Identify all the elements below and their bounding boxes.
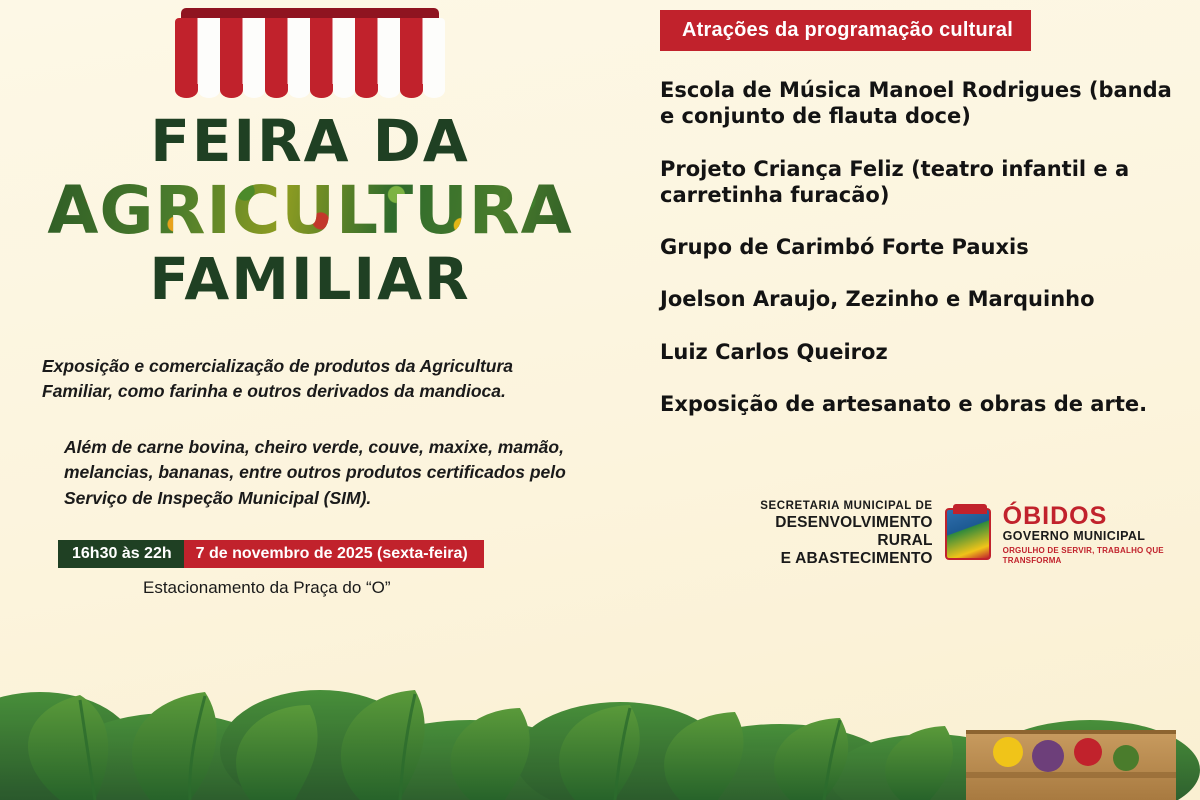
description-block (40, 354, 580, 511)
secretaria-line-3: E ABASTECIMENTO (780, 550, 933, 568)
foliage-illustration (0, 600, 1200, 800)
awning-top-bar (181, 8, 439, 18)
title-line-2-vegetable-lettering: AGRICULTURA (40, 178, 580, 244)
coat-of-arms-icon (945, 508, 991, 560)
secretaria-line-1: SECRETARIA MUNICIPAL DE (760, 500, 933, 512)
attraction-item: Escola de Música Manoel Rodrigues (banda e conjunto de flauta doce) (660, 78, 1172, 129)
city-slogan: ORGULHO DE SERVIR, TRABALHO QUE TRANSFORMA (1002, 545, 1164, 565)
obidos-government-logo (1003, 503, 1200, 566)
attraction-item: Exposição de artesanato e obras de arte. (660, 391, 1148, 416)
city-name: ÓBIDOS (1002, 501, 1108, 530)
attraction-item: Joelson Araujo, Zezinho e Marquinho (660, 287, 1095, 312)
logo-area (740, 500, 1200, 568)
crate-produce (966, 734, 1176, 800)
event-time-badge: 16h30 às 22h (58, 540, 184, 568)
description-paragraph-2: Além de carne bovina, cheiro verde, couve, maxixe, mamão, melancias, bananas, entre outros produtos certificados pelo Serviço de Inspeção Municipal (SIM). (64, 436, 566, 508)
secretaria-logo (740, 500, 933, 568)
awning-scallops (175, 82, 445, 98)
secretaria-line-2: DESENVOLVIMENTO RURAL (775, 513, 933, 549)
attraction-item: Luiz Carlos Queiroz (660, 339, 888, 364)
right-column (660, 0, 1180, 443)
vegetable-crate (966, 730, 1176, 800)
title-line-3: FAMILIAR (149, 245, 471, 313)
attractions-list (660, 77, 1180, 417)
attraction-item: Grupo de Carimbó Forte Pauxis (660, 235, 1029, 259)
attraction-item: Projeto Criança Feliz (teatro infantil e a carretinha furacão) (660, 156, 1130, 207)
market-awning-illustration (175, 8, 445, 98)
left-column (0, 0, 620, 511)
event-location: Estacionamento da Praça do “O” (143, 578, 391, 597)
description-paragraph-1: Exposição e comercialização de produtos da Agricultura Familiar, como farinha e outros derivados da mandioca. (42, 356, 514, 402)
city-subtitle: GOVERNO MUNICIPAL (1002, 529, 1146, 544)
event-date-badge: 7 de novembro de 2025 (sexta-feira) (184, 540, 484, 568)
event-datetime-row (58, 540, 484, 568)
awning-stripes (175, 18, 445, 84)
title-line-1: FEIRA DA (150, 107, 470, 175)
attractions-banner: Atrações da programação cultural (660, 10, 1031, 51)
